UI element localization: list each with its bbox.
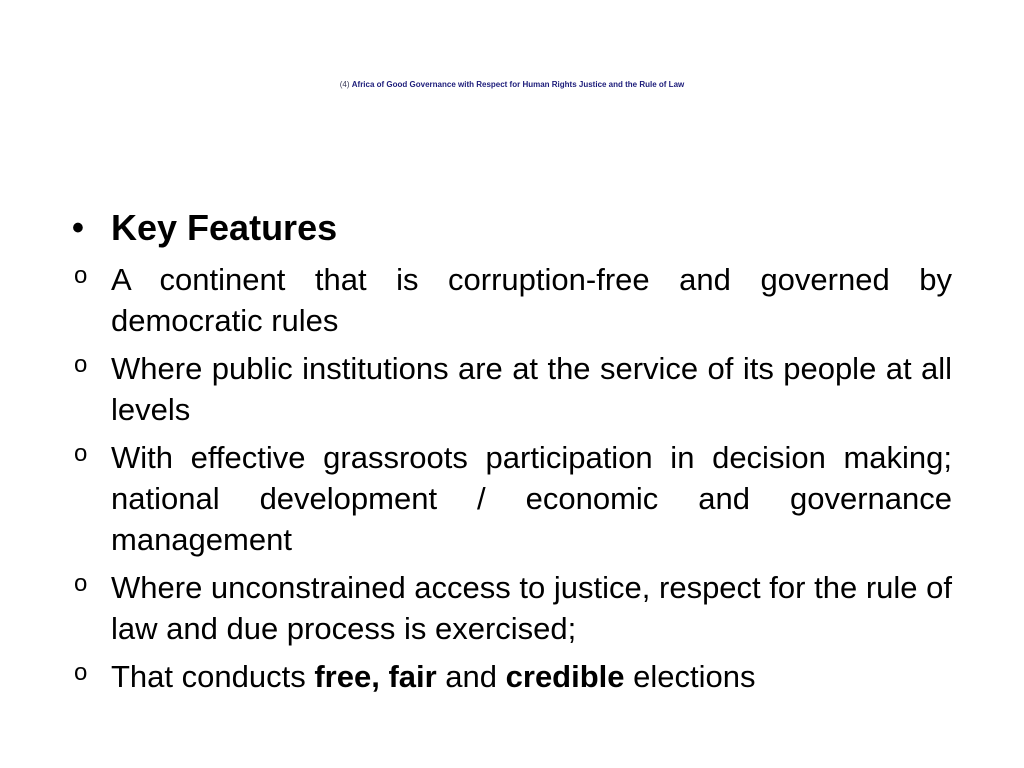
- list-item: [72, 567, 952, 649]
- key-features-heading: [72, 205, 952, 251]
- slide-number: (4): [339, 80, 350, 89]
- slide-content: [72, 205, 952, 704]
- emphasis-credible: credible: [505, 659, 625, 694]
- list-item-text-end: elections: [624, 659, 756, 694]
- list-item: [72, 259, 952, 341]
- bullet-circle-icon: o: [74, 262, 88, 289]
- emphasis-free-fair: free, fair: [314, 659, 437, 694]
- list-item-text: A continent that is corruption-free and governed by democratic rules: [111, 262, 952, 338]
- list-item-text-start: That conducts: [111, 659, 315, 694]
- bullet-circle-icon: o: [74, 351, 88, 378]
- slide-title: [0, 80, 1024, 90]
- bullet-circle-icon: o: [74, 570, 88, 597]
- list-item: [72, 437, 952, 560]
- heading-text: Key Features: [111, 207, 338, 248]
- slide-title-text: Africa of Good Governance with Respect for Human Rights Justice and the Rule of Law: [351, 80, 685, 89]
- list-item-text-middle: and: [436, 659, 506, 694]
- list-item-text: Where unconstrained access to justice, respect for the rule of law and due process is exercised;: [111, 570, 952, 646]
- list-item-text: Where public institutions are at the service of its people at all levels: [111, 351, 952, 427]
- bullet-circle-icon: o: [74, 440, 88, 467]
- list-item-text: With effective grassroots participation in decision making; national development / economic and governance management: [111, 440, 952, 557]
- list-item: [72, 656, 952, 697]
- list-item: [72, 348, 952, 430]
- bullet-dot-icon: •: [72, 209, 84, 247]
- bullet-circle-icon: o: [74, 659, 88, 686]
